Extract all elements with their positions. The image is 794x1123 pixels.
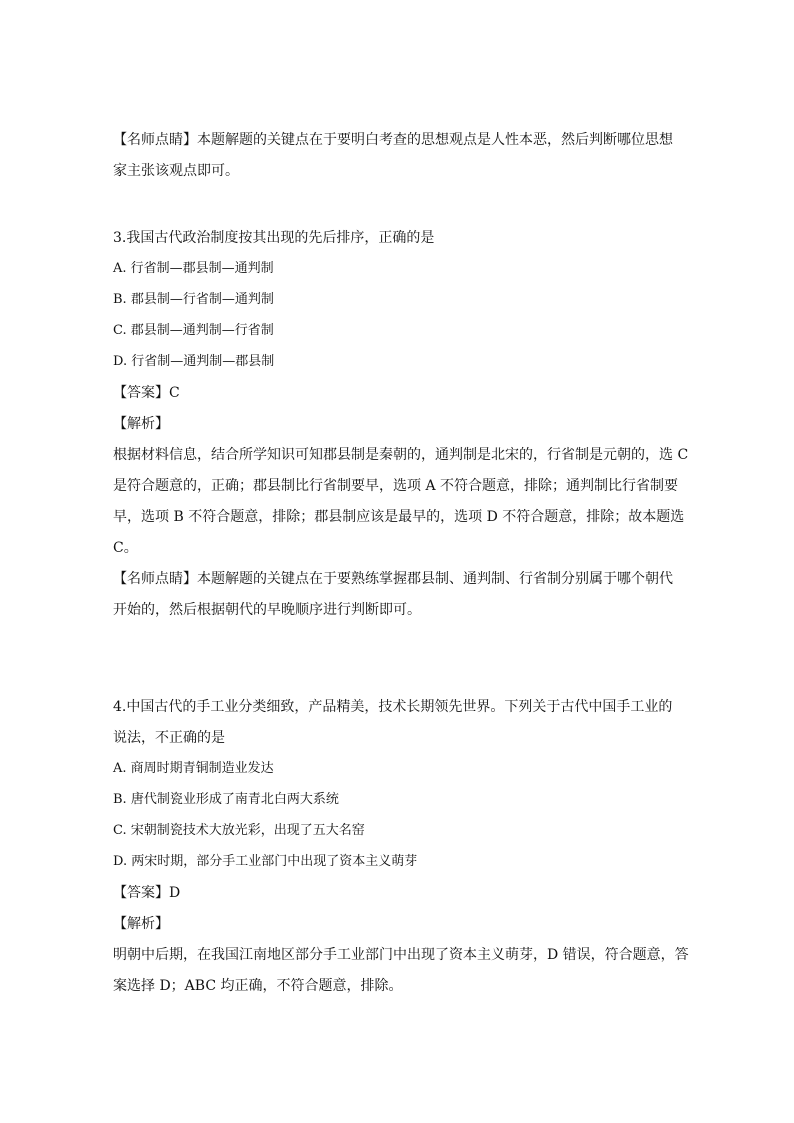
question-3-note-line-1: 【名师点睛】本题解题的关键点在于要熟练掌握郡县制、通判制、行省制分别属于哪个朝代 (113, 571, 673, 587)
question-4-option-b: B. 唐代制瓷业形成了南青北白两大系统 (113, 792, 339, 807)
question-3-note-line-2: 开始的，然后根据朝代的早晚顺序进行判断即可。 (113, 602, 421, 618)
question-4-answer: 【答案】D (113, 885, 181, 901)
note-top-line-1: 【名师点睛】本题解题的关键点在于要明白考查的思想观点是人性本恶，然后判断哪位思想 (113, 132, 673, 148)
question-3-analysis-title: 【解析】 (113, 416, 169, 432)
question-4-option-d: D. 两宋时期，部分手工业部门中出现了资本主义萌芽 (113, 854, 418, 869)
question-3-analysis-line-4: C。 (113, 540, 138, 556)
question-3-stem: 3.我国古代政治制度按其出现的先后排序，正确的是 (113, 230, 435, 246)
question-3-option-b: B. 郡县制—行省制—通判制 (113, 292, 274, 307)
question-4-option-c: C. 宋朝制瓷技术大放光彩，出现了五大名窑 (113, 823, 365, 838)
question-3-option-c: C. 郡县制—通判制—行省制 (113, 323, 274, 338)
question-4-analysis-line-2: 案选择 D；ABC 均正确，不符合题意，排除。 (113, 978, 403, 994)
question-3-analysis-line-1: 根据材料信息，结合所学知识可知郡县制是秦朝的，通判制是北宋的，行省制是元朝的，选 C (113, 447, 689, 463)
question-3-analysis-line-3: 早，选项 B 不符合题意，排除；郡县制应该是最早的，选项 D 不符合题意，排除；故本题选 (113, 509, 685, 525)
question-4-option-a: A. 商周时期青铜制造业发达 (113, 761, 274, 776)
question-3-option-a: A. 行省制—郡县制—通判制 (113, 261, 274, 276)
question-3-answer: 【答案】C (113, 385, 180, 401)
note-top-line-2: 家主张该观点即可。 (113, 163, 239, 179)
question-3-analysis-line-2: 是符合题意的，正确；郡县制比行省制要早，选项 A 不符合题意，排除；通判制比行省制要 (113, 478, 679, 494)
question-3-option-d: D. 行省制—通判制—郡县制 (113, 354, 275, 369)
question-4-analysis-line-1: 明朝中后期，在我国江南地区部分手工业部门中出现了资本主义萌芽，D 错误，符合题意，答 (113, 947, 689, 963)
question-4-stem-line-2: 说法，不正确的是 (113, 730, 225, 746)
question-4-analysis-title: 【解析】 (113, 916, 169, 932)
question-4-stem-line-1: 4.中国古代的手工业分类细致，产品精美，技术长期领先世界。下列关于古代中国手工业的 (113, 699, 673, 715)
